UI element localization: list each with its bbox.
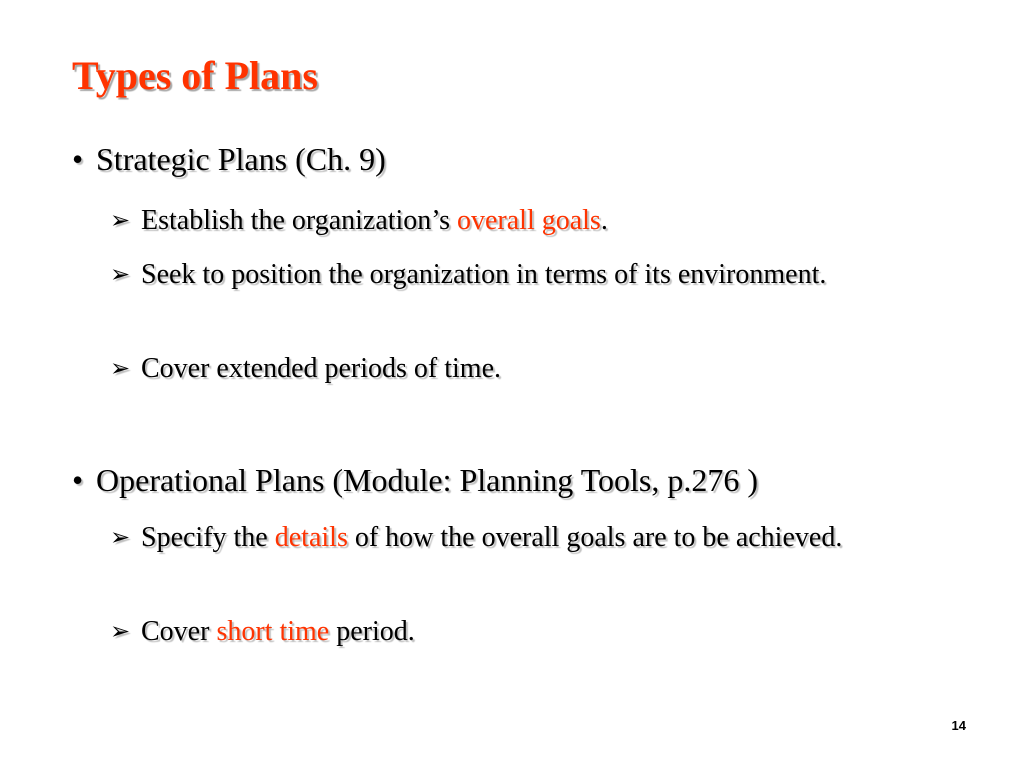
text-run: Cover bbox=[141, 616, 217, 647]
highlighted-text: short time bbox=[216, 616, 330, 647]
arrow-bullet-icon: ➢ bbox=[110, 354, 131, 382]
bullet-label: Strategic Plans (Ch. 9) bbox=[96, 141, 386, 177]
highlighted-text: overall goals bbox=[456, 205, 601, 236]
sub-bullet-text bbox=[141, 200, 870, 241]
sub-bullet-extended-periods bbox=[110, 348, 870, 389]
sub-bullet-text: Cover extended periods of time. bbox=[141, 353, 502, 384]
arrow-bullet-icon: ➢ bbox=[110, 617, 131, 645]
sub-bullet-text: Seek to position the organization in terms of its environment. bbox=[141, 259, 827, 290]
arrow-bullet-icon: ➢ bbox=[110, 260, 131, 288]
sub-bullet-environment bbox=[110, 254, 870, 295]
bullet-strategic-plans bbox=[72, 139, 386, 179]
arrow-bullet-icon: ➢ bbox=[110, 523, 131, 551]
bullet-dot-icon: • bbox=[72, 462, 84, 498]
sub-bullet-details bbox=[110, 517, 870, 558]
text-run: . bbox=[600, 205, 608, 236]
sub-bullet-text bbox=[141, 517, 870, 558]
text-run: of how the overall goals are to be achieved. bbox=[347, 522, 843, 553]
highlighted-text: details bbox=[274, 522, 348, 553]
arrow-bullet-icon: ➢ bbox=[110, 206, 131, 234]
bullet-dot-icon: • bbox=[72, 141, 84, 177]
text-run: Specify the bbox=[141, 522, 275, 553]
text-run: Establish the organization’s bbox=[141, 205, 457, 236]
page-number: 14 bbox=[951, 718, 966, 733]
bullet-label: Operational Plans (Module: Planning Tools, p.276 ) bbox=[96, 462, 758, 498]
sub-bullet-text bbox=[141, 611, 870, 652]
sub-bullet-overall-goals bbox=[110, 200, 870, 241]
slide-title: Types of Plans bbox=[72, 53, 318, 98]
bullet-operational-plans bbox=[72, 460, 758, 500]
text-run: period. bbox=[329, 616, 415, 647]
sub-bullet-short-time bbox=[110, 611, 870, 652]
